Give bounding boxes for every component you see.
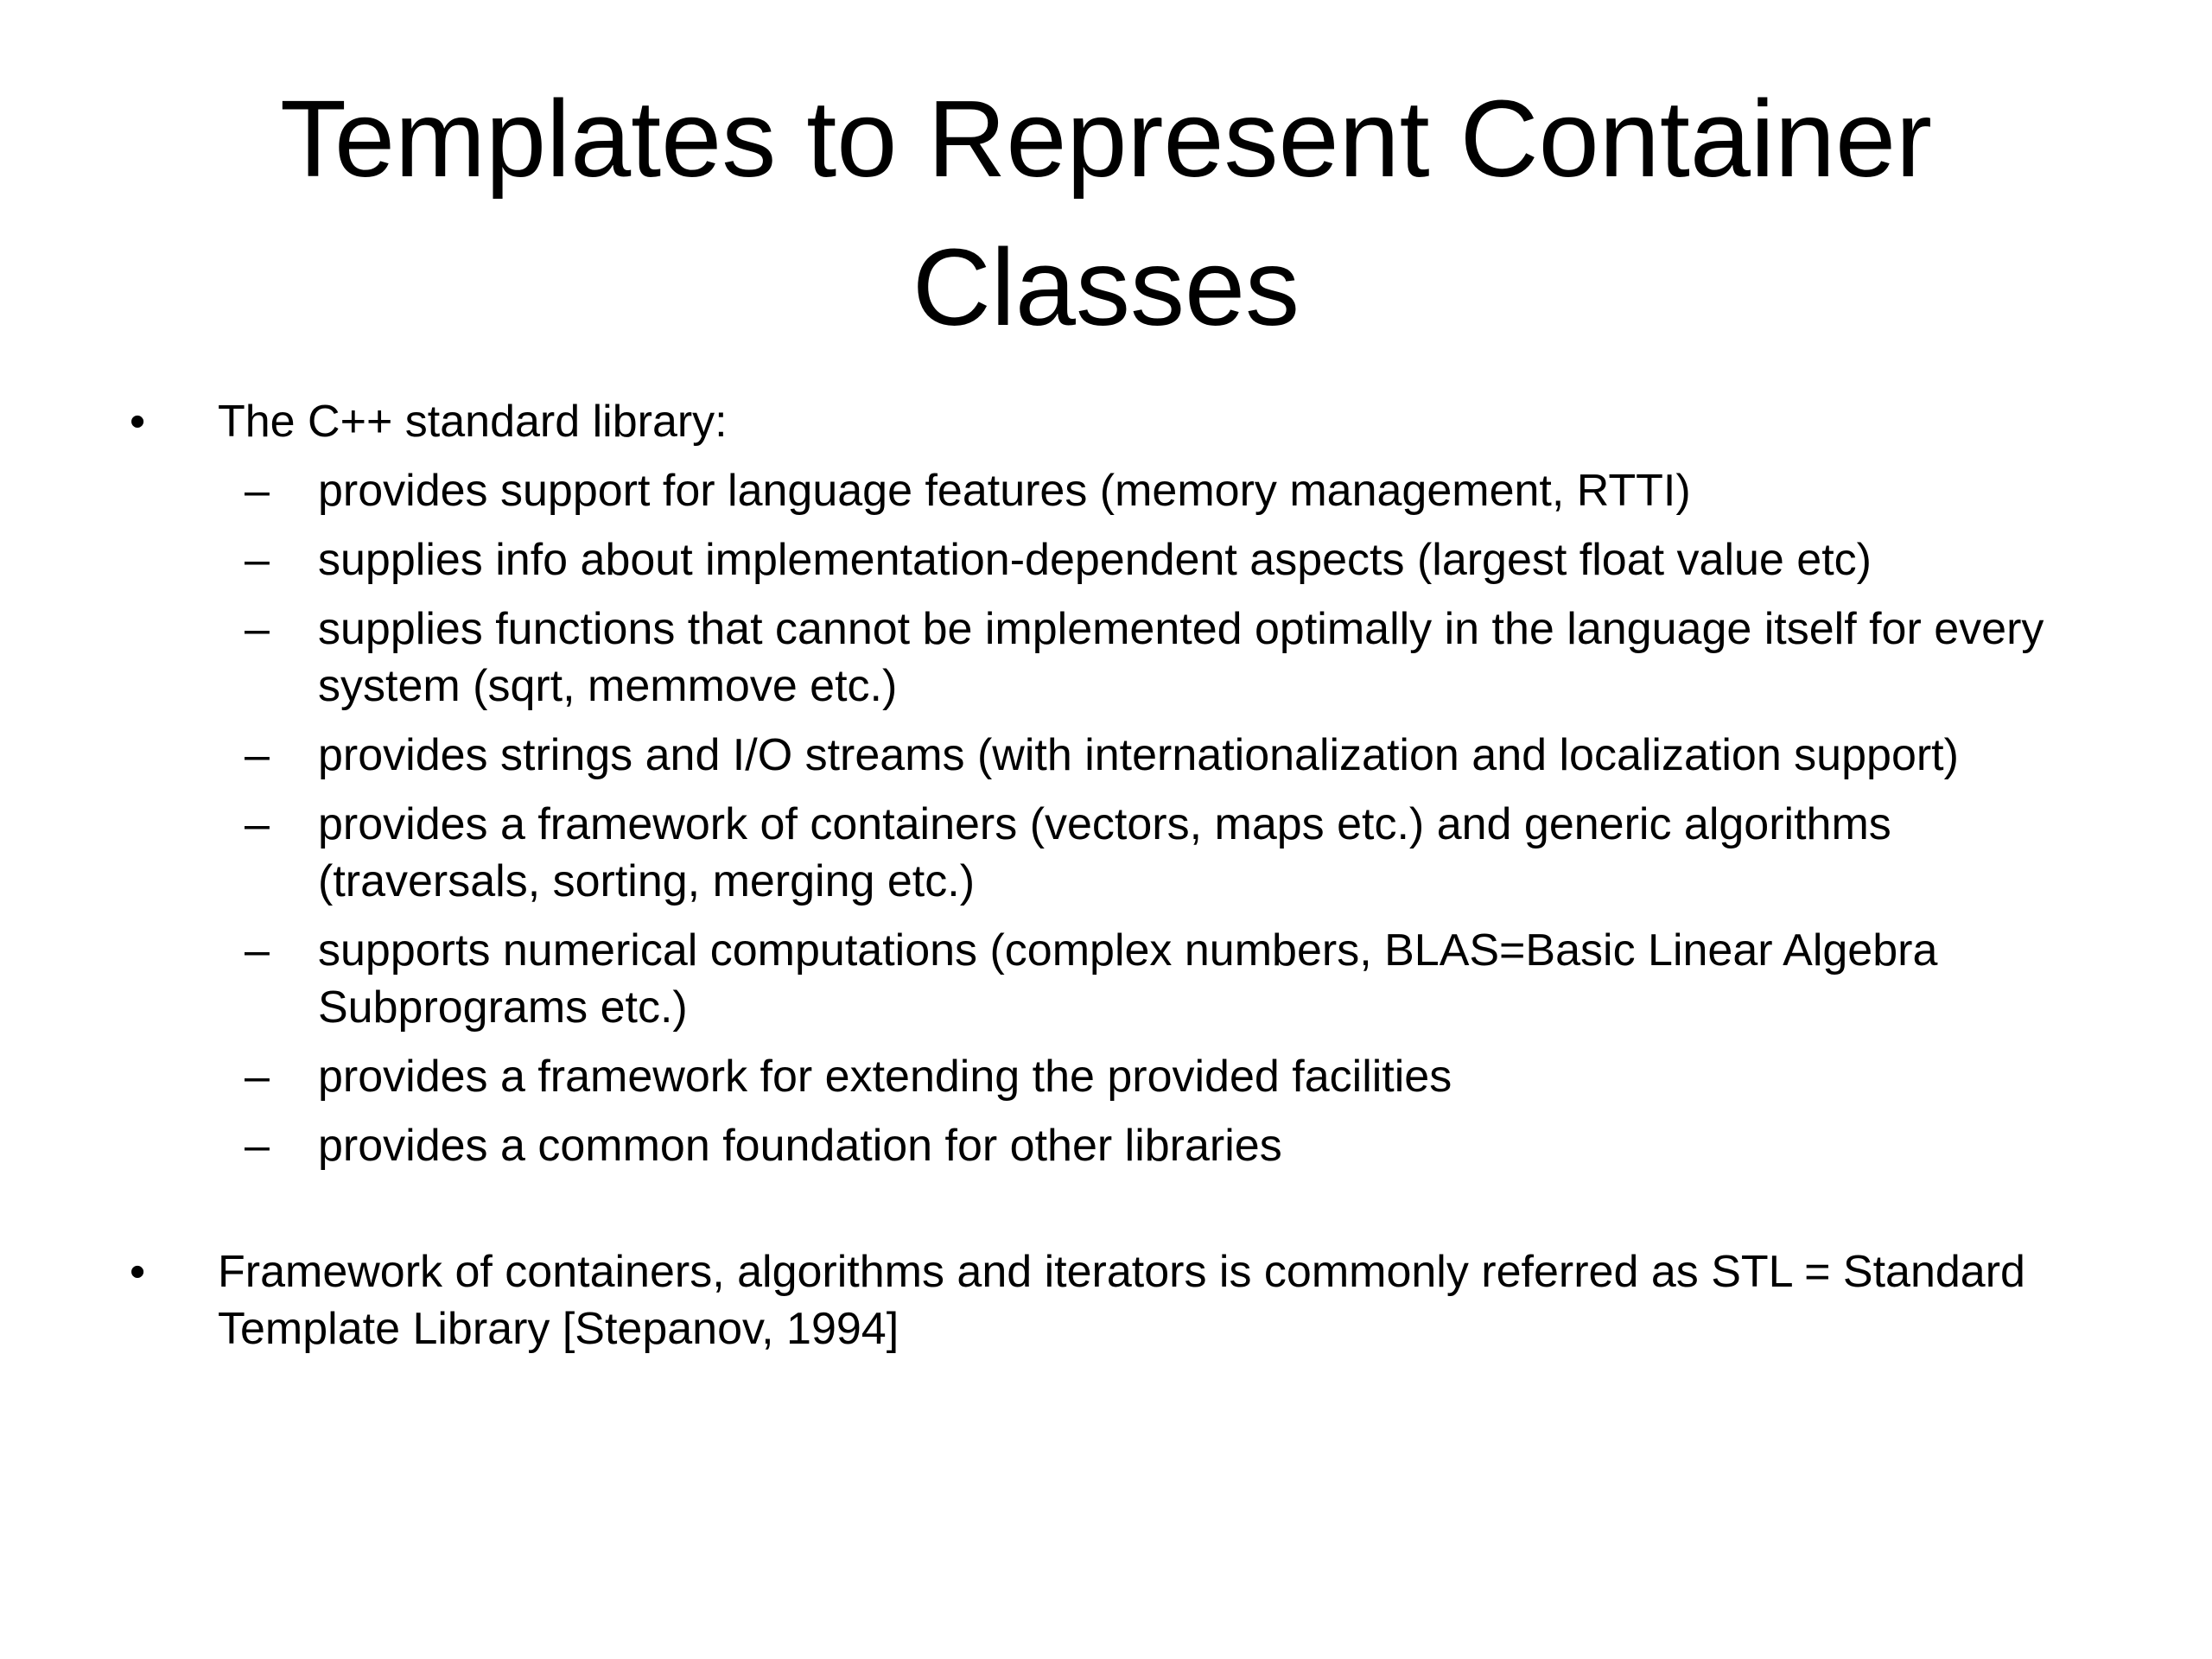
sub-bullet-text: provides a framework of containers (vectors, maps etc.) and generic algorithms (traversals, sorting, merging etc.) — [318, 799, 1891, 906]
sub-bullet-marker: – — [245, 535, 270, 585]
sub-bullet-text: provides support for language features (memory management, RTTI) — [318, 466, 1691, 516]
sub-bullet-text: provides strings and I/O streams (with internationalization and localization support) — [318, 730, 1959, 780]
sub-bullet-marker: – — [245, 799, 270, 849]
sub-bullet-item — [130, 796, 2100, 910]
slide-body — [130, 393, 2100, 1357]
sub-bullet-item — [130, 922, 2100, 1036]
sub-bullet-marker: – — [245, 466, 270, 516]
sub-bullet-marker: – — [245, 604, 270, 654]
sub-bullet-text: provides a common foundation for other libraries — [318, 1121, 1282, 1171]
sub-bullet-item — [130, 727, 2100, 784]
sub-bullet-marker: – — [245, 1052, 270, 1102]
bullet-item — [130, 1243, 2100, 1357]
bullet-text: Framework of containers, algorithms and iterators is commonly referred as STL = Standard Template Library [Stepanov, 1994] — [218, 1247, 2025, 1354]
slide-title: Templates to Represent Container Classes — [279, 78, 1933, 348]
sub-bullet-text: supplies info about implementation-dependent aspects (largest float value etc) — [318, 535, 1872, 585]
bullet-item — [130, 393, 2100, 450]
sub-bullet-text: supports numerical computations (complex numbers, BLAS=Basic Linear Algebra Subprograms etc.) — [318, 925, 1938, 1033]
sub-bullet-item — [130, 1048, 2100, 1105]
sub-bullet-text: supplies functions that cannot be implemented optimally in the language itself for every system (sqrt, memmove etc.) — [318, 604, 2044, 711]
sub-bullet-item — [130, 1117, 2100, 1174]
sub-bullet-item — [130, 601, 2100, 715]
bullet-text: The C++ standard library: — [218, 397, 728, 447]
sub-bullet-text: provides a framework for extending the provided facilities — [318, 1052, 1452, 1102]
sub-bullet-list — [130, 462, 2100, 1174]
sub-bullet-marker: – — [245, 925, 270, 976]
bullet-marker: • — [130, 1247, 146, 1297]
sub-bullet-marker: – — [245, 730, 270, 780]
sub-bullet-item — [130, 462, 2100, 519]
bullet-marker: • — [130, 397, 146, 447]
sub-bullet-item — [130, 531, 2100, 588]
sub-bullet-marker: – — [245, 1121, 270, 1171]
spacer — [130, 1186, 2100, 1243]
